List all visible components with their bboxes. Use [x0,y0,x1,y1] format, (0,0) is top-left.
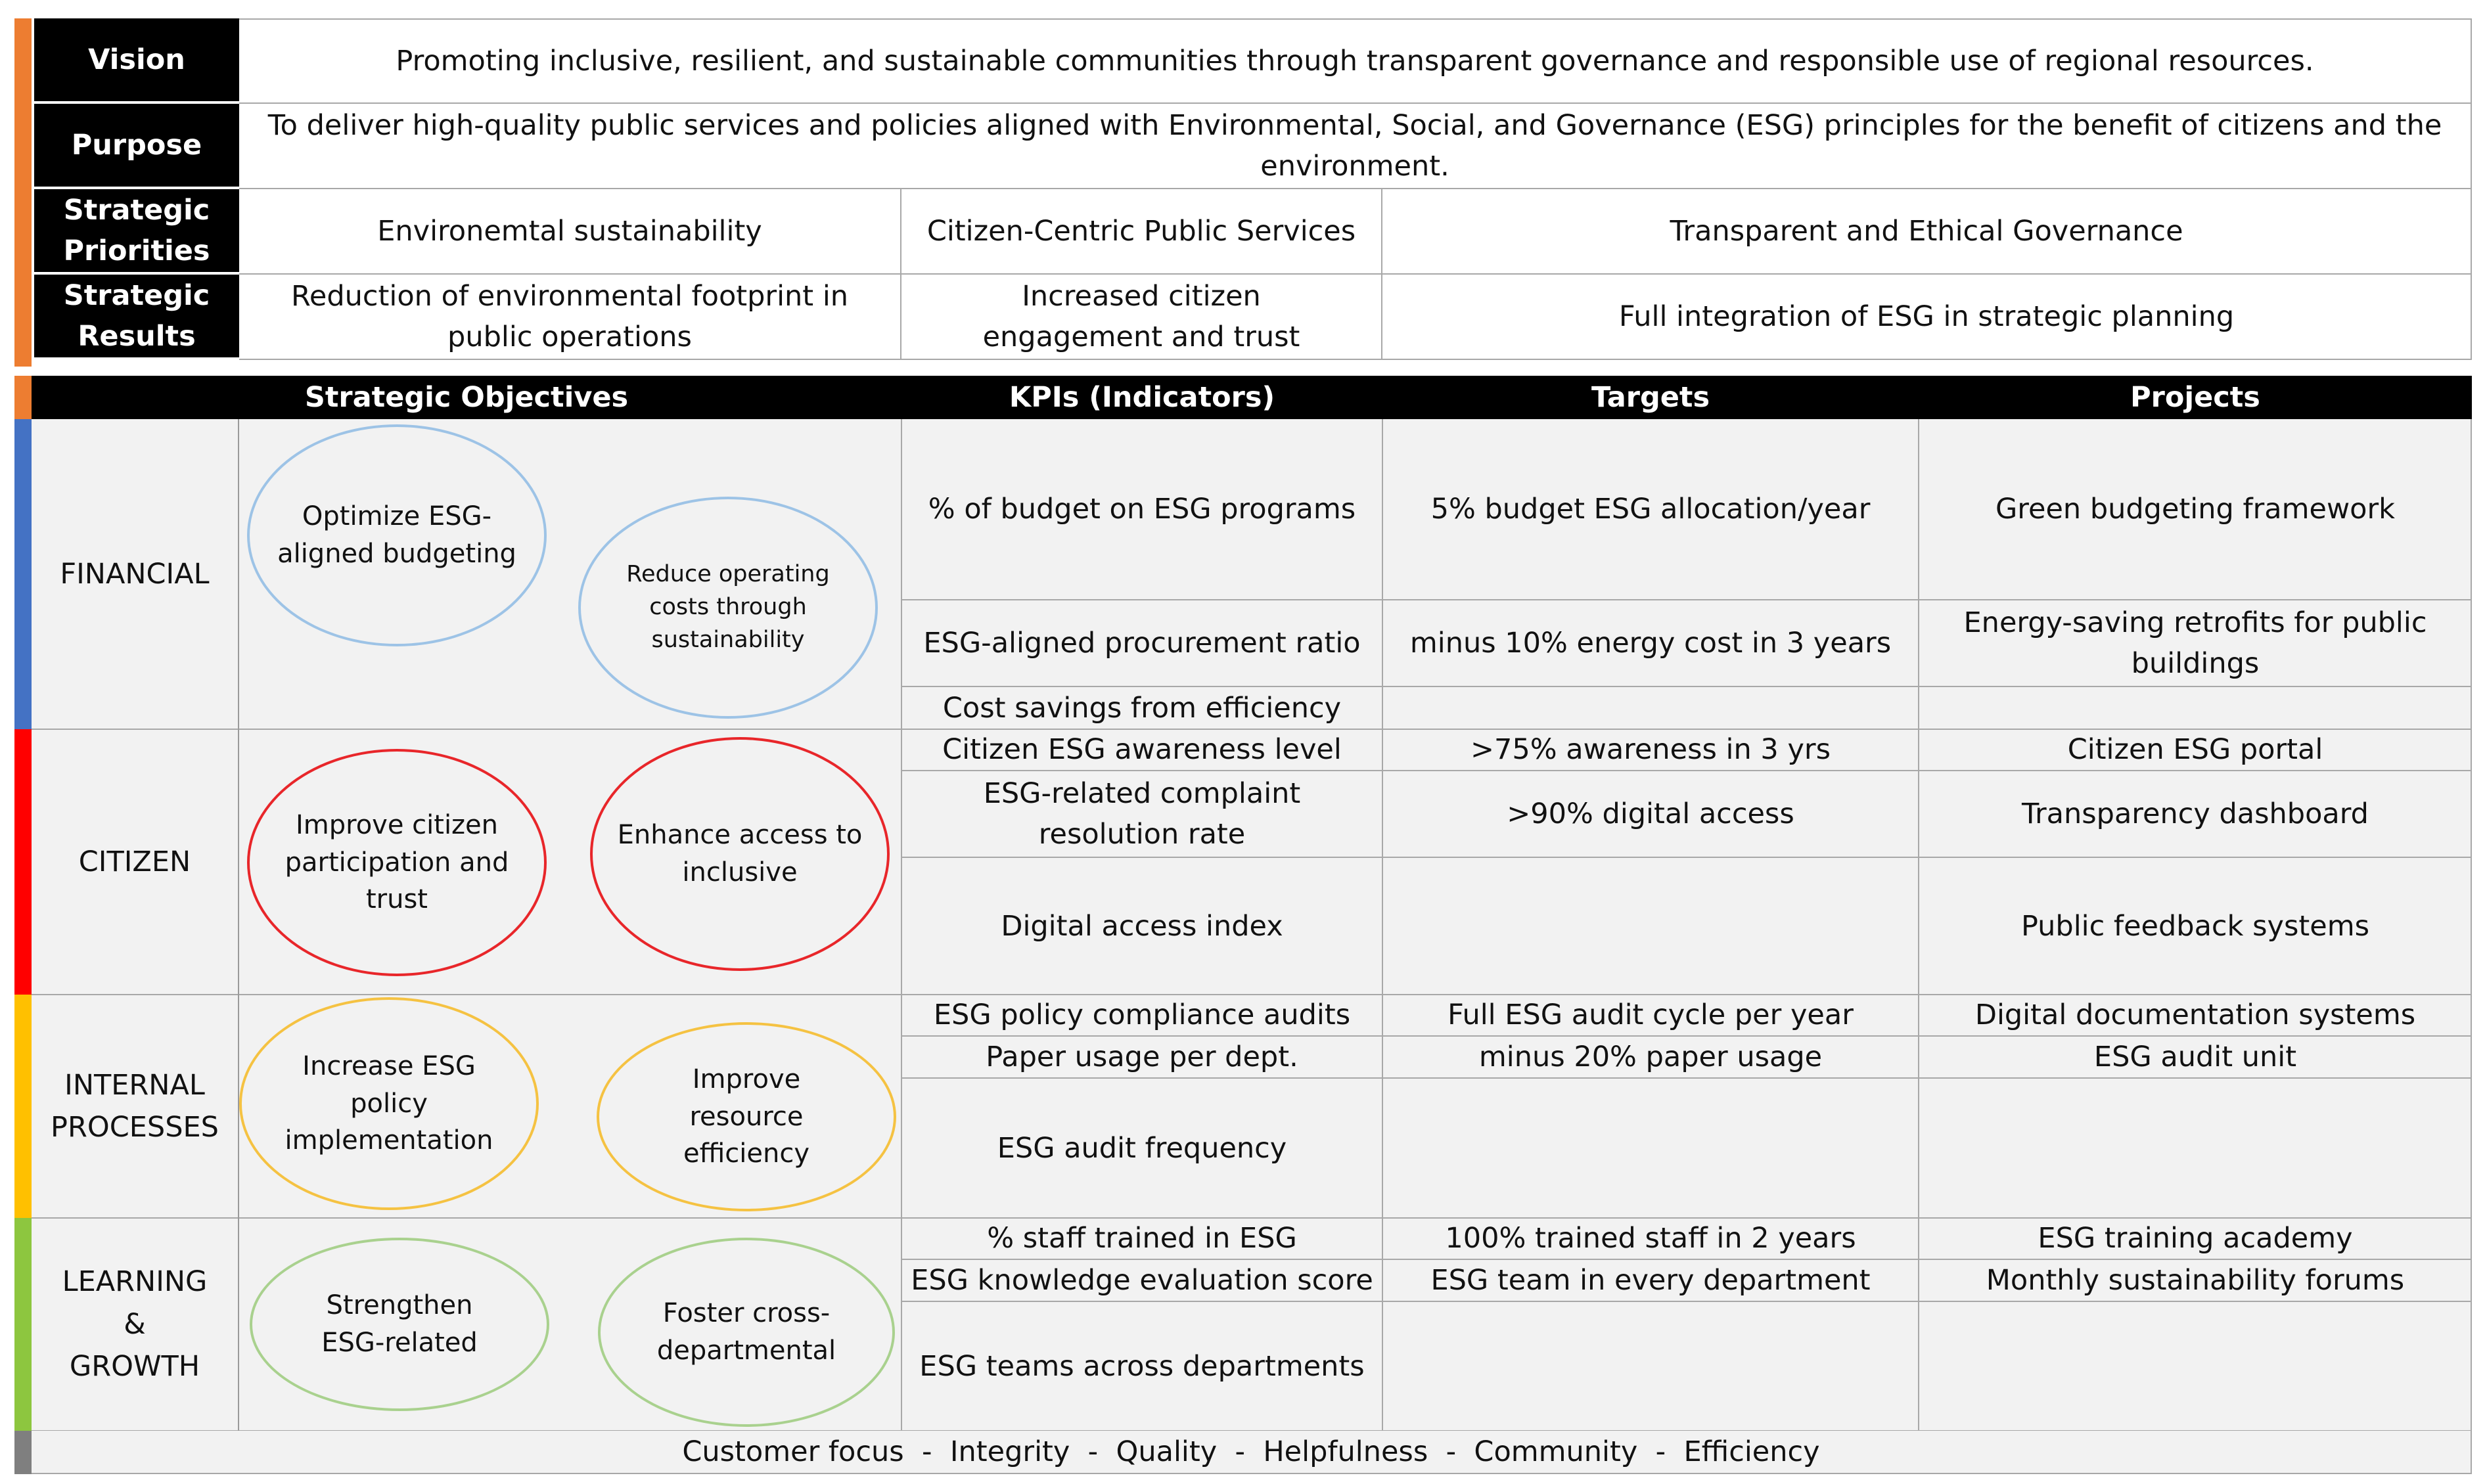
citizen-target-empty [1382,858,1919,995]
internal-objective-2: Improve resource efficiency [597,1022,896,1211]
financial-kpi-2: ESG-aligned procurement ratio [901,600,1382,687]
learning-project-1: ESG training academy [1919,1218,2472,1260]
financial-kpi-3: Cost savings from efficiency [942,691,1342,725]
citizen-objective-2: Enhance access to inclusive [590,737,890,971]
values-text: Customer focus - Integrity - Quality - Helpfulness - Community - Efficiency [682,1435,1820,1468]
financial-project-2: Energy-saving retrofits for public buildings [1919,600,2472,687]
learning-label: LEARNING & GROWTH [32,1218,239,1431]
purpose-text: To deliver high-quality public services and policies aligned with Environmental, Social, and Governance (ESG) principles for the benefit of citizens and the environment. [239,104,2472,189]
priority-governance: Transparent and Ethical Governance [1382,189,2472,275]
result-environment: Reduction of environmental footprint in public operations [239,275,901,360]
citizen-project-3: Public feedback systems [2021,909,2369,943]
financial-target-empty [1382,687,1919,729]
purpose-label: Purpose [34,104,239,189]
learning-objective-2: Foster cross-departmental [598,1238,895,1427]
internal-target-empty [1382,1079,1919,1218]
citizen-project-2: Transparency dashboard [1919,771,2472,858]
header-projects: Projects [2130,381,2260,414]
learning-project-empty [1919,1302,2472,1431]
internal-project-empty [1919,1079,2472,1218]
learning-color-bar [14,1218,32,1431]
values-footer [32,1431,2472,1474]
internal-target-1: Full ESG audit cycle per year [1382,995,1919,1037]
internal-project-2: ESG audit unit [1919,1037,2472,1079]
financial-target-2: minus 10% energy cost in 3 years [1382,600,1919,687]
results-label: Strategic Results [34,275,239,360]
financial-color-bar [14,419,32,729]
learning-project-2: Monthly sustainability forums [1919,1260,2472,1302]
internal-target-2: minus 20% paper usage [1382,1037,1919,1079]
internal-kpi-3: ESG audit frequency [997,1131,1287,1165]
footer-color-bar [14,1431,32,1474]
citizen-target-2: >90% digital access [1382,771,1919,858]
financial-kpi-1: % of budget on ESG programs [901,419,1382,600]
citizen-objective-1: Improve citizen participation and trust [247,749,547,976]
citizen-color-bar [14,729,32,995]
citizen-kpi-3: Digital access index [1001,909,1283,943]
header-accent-bar [14,376,32,419]
financial-objective-1: Optimize ESG-aligned budgeting [247,424,547,646]
citizen-project-1: Citizen ESG portal [1919,729,2472,771]
citizen-kpi-1: Citizen ESG awareness level [901,729,1382,771]
learning-kpi-1: % staff trained in ESG [901,1218,1382,1260]
internal-objective-1: Increase ESG policy implementation [239,997,539,1210]
financial-target-1: 5% budget ESG allocation/year [1382,419,1919,600]
learning-target-1: 100% trained staff in 2 years [1382,1218,1919,1260]
vision-label: Vision [34,18,239,104]
learning-kpi-2: ESG knowledge evaluation score [901,1260,1382,1302]
financial-label: FINANCIAL [32,419,239,729]
internal-kpi-2: Paper usage per dept. [901,1037,1382,1079]
financial-project-empty [1919,687,2472,729]
vision-text: Promoting inclusive, resilient, and sustainable communities through transparent governance and responsible use of regional resources. [239,18,2472,104]
internal-project-1: Digital documentation systems [1919,995,2472,1037]
learning-target-2: ESG team in every department [1382,1260,1919,1302]
financial-objective-2: Reduce operating costs through sustainability [578,497,878,719]
learning-kpi-3: ESG teams across departments [919,1349,1365,1383]
citizen-target-1: >75% awareness in 3 yrs [1382,729,1919,771]
financial-project-1: Green budgeting framework [1919,419,2472,600]
citizen-label: CITIZEN [32,729,239,995]
internal-label: INTERNAL PROCESSES [32,995,239,1218]
header-targets: Targets [1591,381,1710,414]
citizen-kpi-2: ESG-related complaint resolution rate [901,771,1382,858]
result-citizen: Increased citizen engagement and trust [901,275,1382,360]
priorities-label: Strategic Priorities [34,189,239,275]
priority-environment: Environemtal sustainability [239,189,901,275]
header-kpis: KPIs (Indicators) [1009,381,1275,414]
header-objectives: Strategic Objectives [304,381,629,414]
internal-kpi-1: ESG policy compliance audits [901,995,1382,1037]
learning-target-empty [1382,1302,1919,1431]
learning-objective-1: Strengthen ESG-related [250,1238,549,1411]
priority-citizen: Citizen-Centric Public Services [901,189,1382,275]
result-governance: Full integration of ESG in strategic planning [1382,275,2472,360]
top-accent-bar [14,18,32,367]
internal-color-bar [14,995,32,1218]
